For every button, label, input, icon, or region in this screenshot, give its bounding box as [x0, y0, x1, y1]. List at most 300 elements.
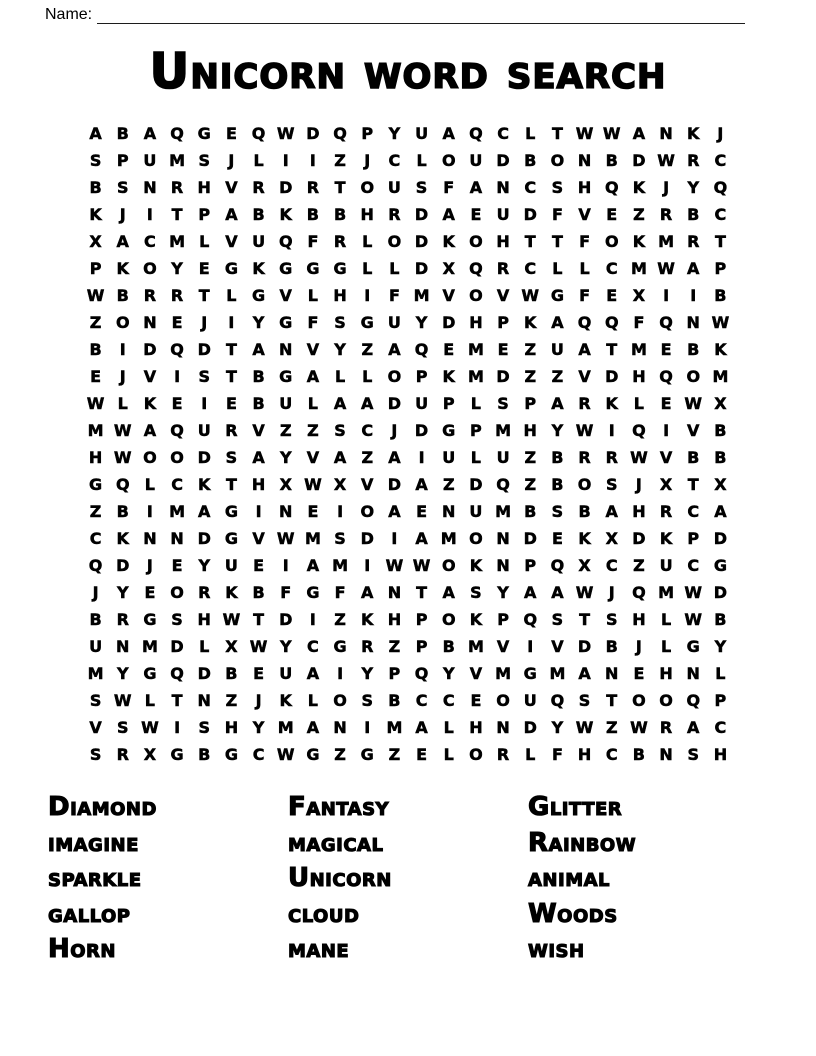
grid-letter-r22-c2: W: [113, 691, 132, 710]
grid-letter-r19-c2: R: [116, 610, 129, 629]
grid-letter-r12-c5: U: [197, 421, 211, 440]
grid-letter-r22-c9: L: [307, 691, 318, 710]
grid-letter-r24-c2: R: [116, 745, 129, 764]
grid-letter-r3-c3: N: [143, 178, 157, 197]
name-fill-line[interactable]: [97, 8, 745, 24]
grid-letter-r7-c3: R: [143, 286, 157, 305]
grid-letter-r16-c15: O: [469, 529, 483, 548]
grid-letter-r20-c6: X: [225, 637, 238, 656]
grid-letter-r11-c14: P: [442, 394, 455, 413]
grid-letter-r1-c23: K: [687, 124, 700, 143]
grid-letter-r1-c4: Q: [170, 124, 184, 143]
grid-letter-r7-c6: L: [226, 286, 237, 305]
grid-letter-r9-c22: E: [660, 340, 672, 359]
word-item-woods: Woods: [528, 898, 618, 929]
grid-letter-r24-c20: C: [605, 745, 618, 764]
grid-letter-r20-c24: Y: [714, 637, 727, 656]
grid-letter-r1-c24: J: [717, 124, 724, 143]
grid-letter-r19-c13: P: [415, 610, 428, 629]
grid-letter-r13-c4: O: [170, 448, 184, 467]
grid-letter-r3-c5: H: [197, 178, 211, 197]
grid-letter-r6-c21: M: [630, 259, 647, 278]
grid-letter-r17-c7: E: [253, 556, 265, 575]
grid-letter-r9-c19: A: [578, 340, 591, 359]
grid-letter-r23-c23: A: [687, 718, 700, 737]
grid-letter-r8-c14: D: [442, 313, 456, 332]
grid-letter-r16-c20: X: [605, 529, 618, 548]
grid-letter-r14-c17: Z: [524, 475, 537, 494]
grid-letter-r2-c7: L: [253, 151, 264, 170]
grid-letter-r8-c23: N: [686, 313, 700, 332]
grid-letter-r1-c5: G: [197, 124, 211, 143]
grid-letter-r5-c13: D: [414, 232, 429, 251]
grid-letter-r3-c22: J: [663, 178, 670, 197]
grid-letter-r17-c15: K: [469, 556, 483, 575]
grid-letter-r5-c18: T: [551, 232, 563, 251]
grid-letter-r4-c8: K: [279, 205, 292, 224]
grid-letter-r8-c11: G: [360, 313, 374, 332]
grid-letter-r2-c16: D: [496, 151, 510, 170]
grid-letter-r14-c8: X: [279, 475, 292, 494]
grid-letter-r16-c4: N: [170, 529, 184, 548]
grid-letter-r13-c17: Z: [524, 448, 537, 467]
grid-letter-r7-c11: I: [364, 286, 371, 305]
grid-letter-r3-c20: Q: [604, 178, 619, 197]
grid-letter-r21-c23: N: [686, 664, 700, 683]
grid-letter-r3-c12: U: [387, 178, 401, 197]
grid-letter-r22-c6: Z: [225, 691, 238, 710]
grid-letter-r2-c4: M: [169, 151, 186, 170]
grid-letter-r22-c8: K: [279, 691, 292, 710]
grid-letter-r10-c19: V: [578, 367, 591, 386]
grid-letter-r7-c24: B: [714, 286, 727, 305]
grid-letter-r11-c13: U: [415, 394, 429, 413]
grid-letter-r3-c11: O: [360, 178, 375, 197]
grid-letter-r23-c16: N: [496, 718, 510, 737]
grid-letter-r14-c1: G: [89, 475, 103, 494]
grid-letter-r1-c21: A: [632, 124, 646, 143]
grid-letter-r2-c19: N: [577, 151, 592, 170]
grid-letter-r22-c21: O: [632, 691, 646, 710]
grid-letter-r7-c23: I: [690, 286, 697, 305]
grid-letter-r6-c12: L: [389, 259, 400, 278]
grid-letter-r4-c7: B: [252, 205, 265, 224]
grid-letter-r19-c21: H: [632, 610, 646, 629]
grid-letter-r21-c10: I: [337, 664, 344, 683]
grid-letter-r13-c7: A: [252, 448, 265, 467]
grid-letter-r21-c24: L: [715, 664, 726, 683]
grid-letter-r23-c15: H: [469, 718, 483, 737]
grid-letter-r22-c11: S: [361, 691, 373, 710]
grid-letter-r10-c6: T: [225, 367, 237, 386]
grid-letter-r8-c10: S: [334, 313, 346, 332]
grid-letter-r22-c22: O: [659, 691, 673, 710]
grid-letter-r15-c11: O: [360, 502, 375, 521]
grid-letter-r10-c1: E: [90, 367, 102, 386]
grid-letter-r17-c3: J: [146, 556, 153, 575]
grid-letter-r3-c4: R: [170, 178, 184, 197]
grid-letter-r23-c6: H: [224, 718, 239, 737]
grid-letter-r3-c8: D: [279, 178, 293, 197]
grid-letter-r10-c13: P: [415, 367, 428, 386]
grid-letter-r16-c19: K: [578, 529, 591, 548]
grid-letter-r21-c6: B: [225, 664, 238, 683]
grid-letter-r9-c11: Z: [361, 340, 374, 359]
grid-letter-r2-c3: U: [143, 151, 157, 170]
grid-letter-r16-c18: E: [551, 529, 563, 548]
grid-letter-r2-c11: J: [364, 151, 371, 170]
grid-letter-r15-c6: G: [224, 502, 238, 521]
grid-letter-r16-c2: K: [116, 529, 129, 548]
grid-letter-r18-c2: Y: [116, 583, 129, 602]
grid-letter-r13-c16: U: [496, 448, 510, 467]
grid-letter-r23-c11: I: [364, 718, 371, 737]
grid-letter-r15-c15: U: [469, 502, 483, 521]
grid-letter-r19-c22: L: [660, 610, 672, 629]
grid-letter-r22-c20: T: [606, 691, 618, 710]
grid-letter-r2-c18: O: [550, 151, 565, 170]
grid-letter-r17-c21: Z: [633, 556, 645, 575]
grid-letter-r11-c3: K: [143, 394, 157, 413]
grid-letter-r11-c10: A: [333, 394, 347, 413]
grid-letter-r5-c4: M: [169, 232, 186, 251]
grid-letter-r3-c13: S: [415, 178, 428, 197]
grid-letter-r2-c24: C: [714, 151, 727, 170]
grid-letter-r14-c18: B: [551, 475, 564, 494]
word-item-wish: wish: [528, 934, 585, 964]
grid-letter-r17-c22: U: [659, 556, 673, 575]
grid-letter-r11-c20: K: [605, 394, 618, 413]
grid-letter-r6-c2: K: [116, 259, 129, 278]
grid-letter-r2-c12: C: [388, 151, 401, 170]
grid-letter-r2-c17: B: [524, 151, 537, 170]
grid-letter-r8-c5: J: [201, 313, 208, 332]
grid-letter-r20-c12: Z: [388, 637, 401, 656]
grid-letter-r9-c8: N: [279, 340, 293, 359]
grid-letter-r4-c14: A: [442, 205, 455, 224]
grid-letter-r9-c7: A: [252, 340, 265, 359]
grid-letter-r5-c1: X: [89, 232, 102, 251]
grid-letter-r18-c9: G: [306, 583, 320, 602]
grid-letter-r19-c10: Z: [334, 610, 346, 629]
grid-letter-r3-c2: S: [116, 178, 129, 197]
grid-letter-r18-c8: F: [280, 583, 292, 602]
grid-letter-r21-c19: A: [578, 664, 591, 683]
grid-letter-r24-c1: S: [89, 745, 102, 764]
grid-letter-r1-c15: Q: [469, 124, 483, 143]
grid-letter-r14-c3: L: [144, 475, 155, 494]
grid-letter-r23-c17: D: [523, 718, 537, 737]
grid-letter-r20-c20: B: [605, 637, 618, 656]
grid-letter-r15-c10: I: [337, 502, 344, 521]
grid-letter-r7-c15: O: [469, 286, 483, 305]
grid-letter-r12-c1: M: [87, 421, 104, 440]
grid-letter-r6-c11: L: [362, 259, 373, 278]
grid-letter-r14-c4: C: [171, 475, 183, 494]
grid-letter-r2-c22: W: [657, 151, 675, 170]
grid-letter-r3-c15: A: [469, 178, 483, 197]
grid-letter-r10-c11: L: [362, 367, 373, 386]
grid-letter-r1-c20: W: [602, 124, 621, 143]
grid-letter-r19-c24: B: [714, 610, 727, 629]
grid-letter-r14-c14: Z: [442, 475, 455, 494]
grid-letter-r1-c22: N: [659, 124, 673, 143]
grid-letter-r20-c9: C: [307, 637, 319, 656]
grid-letter-r18-c22: M: [658, 583, 675, 602]
grid-letter-r10-c20: D: [605, 367, 619, 386]
word-list-column-1: [48, 790, 288, 968]
grid-letter-r8-c16: P: [497, 313, 509, 332]
grid-letter-r17-c2: D: [116, 556, 130, 575]
grid-letter-r2-c8: I: [282, 151, 289, 170]
grid-letter-r20-c22: L: [660, 637, 672, 656]
grid-letter-r20-c11: R: [361, 637, 374, 656]
grid-letter-r20-c7: W: [249, 637, 268, 656]
grid-letter-r11-c11: A: [361, 394, 374, 413]
grid-letter-r22-c1: S: [89, 691, 102, 710]
grid-letter-r21-c22: H: [659, 664, 673, 683]
grid-letter-r19-c14: O: [441, 610, 456, 629]
grid-letter-r5-c14: K: [442, 232, 455, 251]
grid-letter-r17-c4: E: [171, 556, 183, 575]
grid-letter-r14-c6: T: [225, 475, 237, 494]
grid-letter-r5-c19: F: [579, 232, 591, 251]
grid-letter-r20-c3: M: [141, 637, 158, 656]
grid-letter-r22-c18: Q: [550, 691, 565, 710]
grid-letter-r9-c16: E: [497, 340, 509, 359]
grid-letter-r20-c5: L: [199, 637, 210, 656]
grid-letter-r24-c14: L: [443, 745, 454, 764]
grid-letter-r7-c5: T: [198, 286, 210, 305]
grid-letter-r6-c18: L: [552, 259, 563, 278]
grid-letter-r12-c13: D: [414, 421, 429, 440]
grid-letter-r4-c12: R: [388, 205, 401, 224]
grid-letter-r23-c1: V: [89, 718, 102, 737]
grid-letter-r19-c8: D: [279, 610, 293, 629]
grid-letter-r12-c17: H: [523, 421, 537, 440]
grid-letter-r12-c2: W: [113, 421, 132, 440]
grid-letter-r9-c1: B: [89, 340, 102, 359]
grid-letter-r14-c10: X: [333, 475, 347, 494]
grid-letter-r21-c1: M: [87, 664, 104, 683]
grid-letter-r12-c15: P: [470, 421, 482, 440]
grid-letter-r1-c18: T: [551, 124, 563, 143]
grid-letter-r8-c3: N: [143, 313, 157, 332]
grid-letter-r15-c13: E: [416, 502, 428, 521]
grid-letter-r7-c14: V: [442, 286, 455, 305]
grid-letter-r23-c21: W: [630, 718, 648, 737]
grid-letter-r19-c5: H: [197, 610, 211, 629]
grid-letter-r16-c1: C: [89, 529, 102, 548]
grid-letter-r24-c15: O: [469, 745, 483, 764]
grid-letter-r18-c21: Q: [632, 583, 646, 602]
grid-letter-r18-c4: O: [170, 583, 184, 602]
grid-letter-r7-c2: B: [116, 286, 129, 305]
grid-letter-r3-c16: N: [496, 178, 510, 197]
grid-letter-r24-c4: G: [170, 745, 184, 764]
grid-letter-r23-c20: Z: [605, 718, 618, 737]
grid-letter-r10-c4: I: [174, 367, 181, 386]
grid-letter-r19-c18: S: [551, 610, 564, 629]
word-item-cloud: cloud: [288, 898, 360, 929]
grid-letter-r24-c12: Z: [388, 745, 401, 764]
grid-letter-r7-c19: F: [579, 286, 591, 305]
grid-letter-r6-c3: O: [143, 259, 157, 278]
puzzle-title: Unicorn word search: [149, 43, 667, 100]
grid-letter-r2-c23: R: [687, 151, 700, 170]
grid-letter-r11-c16: S: [497, 394, 509, 413]
grid-letter-r22-c12: B: [388, 691, 401, 710]
grid-letter-r4-c5: P: [198, 205, 211, 224]
grid-letter-r17-c16: N: [496, 556, 510, 575]
grid-letter-r18-c3: E: [144, 583, 156, 602]
grid-letter-r16-c12: I: [391, 529, 398, 548]
grid-letter-r12-c8: Z: [279, 421, 292, 440]
grid-letter-r12-c22: I: [663, 421, 670, 440]
grid-letter-r23-c13: A: [415, 718, 428, 737]
grid-letter-r6-c1: P: [89, 259, 102, 278]
grid-letter-r12-c6: R: [225, 421, 238, 440]
grid-letter-r5-c17: T: [524, 232, 536, 251]
grid-letter-r9-c6: T: [225, 340, 237, 359]
grid-letter-r13-c24: B: [714, 448, 727, 467]
word-item-glitter: Glitter: [528, 792, 623, 822]
grid-letter-r11-c6: E: [225, 394, 237, 413]
grid-letter-r19-c6: W: [222, 610, 241, 629]
grid-letter-r1-c2: B: [116, 124, 129, 143]
grid-letter-r11-c21: L: [633, 394, 644, 413]
grid-letter-r21-c11: Y: [361, 664, 374, 683]
grid-letter-r8-c18: A: [551, 313, 564, 332]
grid-letter-r16-c21: D: [632, 529, 646, 548]
grid-letter-r15-c1: Z: [89, 502, 102, 521]
grid-letter-r24-c17: L: [525, 745, 536, 764]
grid-letter-r11-c22: E: [660, 394, 672, 413]
grid-letter-r7-c18: G: [550, 286, 564, 305]
grid-letter-r10-c17: Z: [524, 367, 537, 386]
grid-letter-r14-c9: W: [304, 475, 322, 494]
grid-letter-r9-c9: V: [306, 340, 320, 359]
grid-letter-r4-c22: R: [659, 205, 673, 224]
grid-letter-r10-c8: G: [279, 367, 293, 386]
grid-letter-r4-c20: E: [606, 205, 618, 224]
grid-letter-r23-c9: A: [306, 718, 320, 737]
grid-letter-r16-c5: D: [197, 529, 211, 548]
grid-letter-r18-c10: F: [334, 583, 346, 602]
grid-letter-r1-c10: Q: [333, 124, 347, 143]
grid-letter-r16-c10: S: [334, 529, 346, 548]
word-item-rainbow: Rainbow: [528, 827, 637, 858]
grid-letter-r19-c16: P: [497, 610, 509, 629]
grid-letter-r5-c20: O: [604, 232, 619, 251]
word-search-grid: [82, 120, 734, 768]
grid-letter-r13-c15: L: [470, 448, 481, 467]
grid-letter-r6-c14: X: [442, 259, 455, 278]
grid-letter-r20-c23: G: [686, 637, 700, 656]
grid-letter-r6-c23: A: [687, 259, 700, 278]
grid-letter-r20-c19: D: [577, 637, 592, 656]
grid-letter-r10-c12: O: [387, 367, 402, 386]
grid-letter-r5-c22: M: [658, 232, 675, 251]
grid-letter-r6-c15: Q: [469, 259, 483, 278]
word-list: [48, 790, 816, 968]
grid-letter-r17-c9: A: [306, 556, 320, 575]
grid-letter-r5-c16: H: [496, 232, 510, 251]
grid-letter-r21-c18: M: [549, 664, 566, 683]
grid-letter-r2-c9: I: [309, 151, 316, 170]
grid-letter-r4-c13: D: [414, 205, 429, 224]
grid-letter-r14-c22: X: [659, 475, 673, 494]
grid-letter-r2-c10: Z: [334, 151, 346, 170]
grid-letter-r9-c18: U: [550, 340, 564, 359]
grid-letter-r9-c3: D: [143, 340, 157, 359]
word-item-unicorn: Unicorn: [288, 863, 392, 893]
grid-letter-r24-c10: Z: [334, 745, 346, 764]
grid-letter-r10-c10: L: [334, 367, 346, 386]
grid-letter-r20-c2: N: [116, 637, 130, 656]
grid-letter-r4-c11: H: [360, 205, 374, 224]
grid-letter-r7-c4: R: [170, 286, 184, 305]
grid-letter-r10-c22: Q: [659, 367, 673, 386]
grid-letter-r10-c7: B: [252, 367, 265, 386]
grid-letter-r4-c9: B: [306, 205, 319, 224]
grid-letter-r8-c9: F: [307, 313, 319, 332]
grid-letter-r17-c23: C: [687, 556, 700, 575]
grid-letter-r13-c18: B: [551, 448, 564, 467]
grid-letter-r15-c3: I: [146, 502, 153, 521]
grid-letter-r5-c5: L: [199, 232, 210, 251]
grid-letter-r15-c19: B: [578, 502, 591, 521]
grid-letter-r10-c9: A: [306, 367, 320, 386]
grid-letter-r16-c8: W: [276, 529, 295, 548]
grid-letter-r4-c4: T: [171, 205, 183, 224]
word-list-column-2: [288, 790, 528, 968]
grid-letter-r7-c20: E: [606, 286, 618, 305]
word-item-diamond: Diamond: [48, 792, 157, 822]
grid-letter-r17-c19: X: [578, 556, 591, 575]
grid-letter-r2-c21: D: [632, 151, 646, 170]
grid-letter-r6-c10: G: [333, 259, 347, 278]
grid-letter-r21-c8: U: [279, 664, 293, 683]
word-item-horn: Horn: [48, 934, 116, 964]
grid-letter-r10-c2: J: [119, 367, 126, 386]
grid-letter-r15-c23: C: [687, 502, 700, 521]
grid-letter-r24-c8: W: [276, 745, 295, 764]
grid-letter-r23-c14: L: [443, 718, 454, 737]
grid-letter-r4-c18: F: [551, 205, 563, 224]
grid-letter-r19-c4: S: [171, 610, 183, 629]
grid-letter-r11-c4: E: [171, 394, 183, 413]
grid-letter-r22-c23: Q: [686, 691, 701, 710]
grid-letter-r21-c13: Q: [414, 664, 429, 683]
grid-letter-r16-c23: P: [687, 529, 700, 548]
grid-letter-r3-c23: Y: [687, 178, 700, 197]
grid-letter-r18-c18: A: [551, 583, 564, 602]
grid-letter-r1-c16: C: [497, 124, 509, 143]
grid-letter-r24-c23: S: [687, 745, 699, 764]
grid-letter-r23-c18: Y: [551, 718, 564, 737]
grid-letter-r24-c19: H: [577, 745, 592, 764]
grid-letter-r22-c15: E: [470, 691, 482, 710]
grid-letter-r20-c15: M: [467, 637, 484, 656]
grid-letter-r14-c7: H: [251, 475, 266, 494]
grid-letter-r3-c6: V: [225, 178, 238, 197]
grid-letter-r14-c20: S: [605, 475, 618, 494]
grid-letter-r21-c17: G: [523, 664, 537, 683]
grid-letter-r4-c10: B: [333, 205, 347, 224]
grid-letter-r6-c7: K: [252, 259, 265, 278]
grid-letter-r22-c16: O: [496, 691, 510, 710]
